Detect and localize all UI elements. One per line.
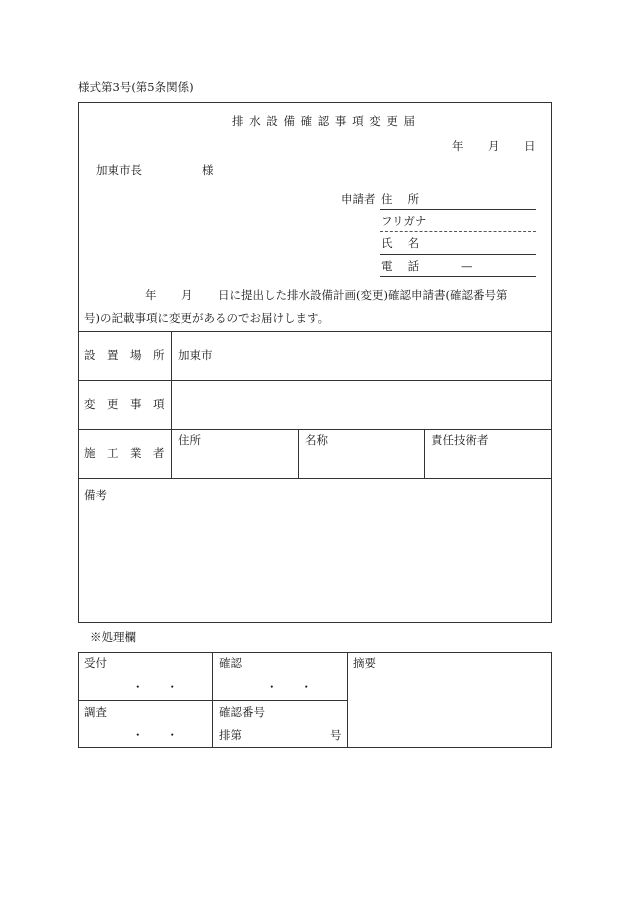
- form-title: 排 水 設 備 確 認 事 項 変 更 届: [232, 114, 417, 128]
- applicant-name-label: 氏 名: [381, 236, 420, 250]
- investigated-label: 調査: [84, 705, 107, 719]
- divider-before-remarks: [78, 478, 552, 479]
- divider-before-change: [78, 380, 552, 381]
- applicant-phone-label: 電 話: [381, 259, 420, 273]
- applicant-address-label: 住 所: [381, 192, 420, 206]
- date-month-label: 月: [488, 139, 500, 153]
- contractor-name-label: 名称: [305, 433, 328, 447]
- confirm-number-suffix: 号: [330, 728, 342, 742]
- applicant-phone-dash: —: [461, 259, 473, 273]
- remarks-label: 備考: [84, 488, 107, 502]
- confirm-number-prefix: 排第: [219, 728, 242, 742]
- statement-line2: 号)の記載事項に変更があるのでお届けします。: [84, 311, 330, 325]
- confirm-number-label: 確認番号: [219, 705, 265, 719]
- investigated-date-dots: ・ ・: [132, 728, 178, 742]
- confirmed-date-dots: ・ ・: [266, 680, 312, 694]
- confirmed-label: 確認: [219, 656, 242, 670]
- contractor-label: 施 工 業 者: [84, 446, 165, 460]
- contractor-address-label: 住所: [178, 433, 201, 447]
- date-day-label: 日: [524, 139, 536, 153]
- statement-month: 月: [181, 288, 193, 302]
- processing-title: ※処理欄: [90, 630, 136, 644]
- divider-before-location: [78, 331, 552, 332]
- received-label: 受付: [84, 656, 107, 670]
- contractor-engineer-label: 責任技術者: [431, 433, 489, 447]
- received-date-dots: ・ ・: [132, 680, 178, 694]
- location-value[interactable]: 加東市: [178, 348, 213, 362]
- label-column-divider: [171, 331, 172, 478]
- applicant-address-line[interactable]: [380, 209, 536, 210]
- statement-line1: 日に提出した排水設備計画(変更)確認申請書(確認番号第: [218, 288, 508, 302]
- main-form: [78, 102, 552, 623]
- contractor-col-divider-1: [298, 429, 299, 478]
- applicant-label: 申請者: [341, 192, 376, 206]
- addressee-honorific: 様: [202, 163, 214, 177]
- change-items-label: 変 更 事 項: [84, 397, 165, 411]
- location-label: 設 置 場 所: [84, 348, 165, 362]
- addressee-name: 加東市長: [96, 163, 142, 177]
- form-number-note: 様式第3号(第5条関係): [78, 80, 194, 94]
- applicant-phone-line[interactable]: [380, 276, 536, 277]
- applicant-name-line[interactable]: [380, 254, 536, 255]
- divider-before-contractor: [78, 429, 552, 430]
- applicant-furigana-line[interactable]: [380, 231, 536, 232]
- date-year-label: 年: [452, 139, 464, 153]
- processing-row-divider: [78, 700, 347, 701]
- summary-label: 摘要: [353, 656, 376, 670]
- applicant-furigana-label: フリガナ: [381, 214, 427, 228]
- processing-col-divider-2: [347, 652, 348, 748]
- statement-year: 年: [145, 288, 157, 302]
- contractor-col-divider-2: [424, 429, 425, 478]
